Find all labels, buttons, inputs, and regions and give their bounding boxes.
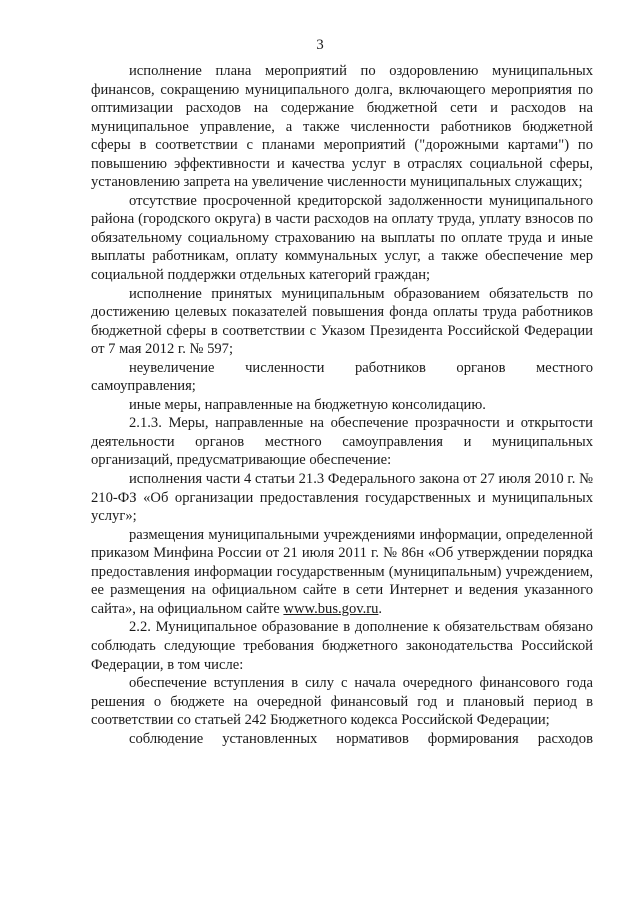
- paragraph-no-staff-increase: неувеличение численности работников органов местного самоуправления;: [91, 359, 593, 395]
- paragraph-municipal-finance-plan: исполнение плана мероприятий по оздоровлению муниципальных финансов, сокращению муниципального долга, включающего мероприятия по оптимизации расходов на содержание бюджетной сети и расходов на муниципальное управление, а также численности работников бюджетной сферы в соответствии с планами мероприятий ("дорожными картами") по повышению эффективности и качества услуг в отраслях социальной сферы, установлению запрета на увеличение численности муниципальных служащих;: [91, 63, 593, 191]
- link-suffix: .: [378, 600, 383, 617]
- paragraph-transparency-measures: 2.1.3. Меры, направленные на обеспечение прозрачности и открытости деятельности органов местного самоуправления и муниципальных организаций, предусматривающие обеспечение:: [91, 415, 593, 469]
- paragraph-other-measures: иные меры, направленные на бюджетную консолидацию.: [129, 396, 486, 413]
- bus-gov-link[interactable]: www.bus.gov.ru: [283, 600, 379, 617]
- page-number: 3: [316, 37, 324, 53]
- paragraph-info-publication: [91, 526, 593, 619]
- paragraph-budget-entry-into-force: обеспечение вступления в силу с начала очередного финансового года решения о бюджете на очередной финансовый год и плановый период в соответствии со статьей 242 Бюджетного кодекса Российской Федерации;: [91, 675, 593, 729]
- paragraph-no-overdue-debt: отсутствие просроченной кредиторской задолженности муниципального района (городского округа) в части расходов на оплату труда, уплату взносов по обязательному социальному страхованию на выплаты по оплате труда и иные выплаты работникам, оплату коммунальных услуг, а также обеспечение мер социальной поддержки отдельных категорий граждан;: [91, 192, 593, 284]
- paragraph-wage-targets: исполнение принятых муниципальным образованием обязательств по достижению целевых показателей повышения фонда оплаты труда работников бюджетной сферы в соответствии с Указом Президента Российской Федерации от 7 мая 2012 г. № 597;: [91, 285, 593, 358]
- paragraph-info-publication-text: размещения муниципальными учреждениями информации, определенной приказом Минфина России от 21 июля 2011 г. № 86н «Об утверждении порядка предоставления информации государственным (муниципальным) учреждением, ее размещения на официальном сайте в сети Интернет и ведения указанного сайта», на официальном сайте: [91, 526, 593, 617]
- paragraph-expenditure-norms: соблюдение установленных нормативов формирования расходов: [129, 730, 593, 747]
- document-body: [91, 62, 593, 748]
- paragraph-budget-requirements: 2.2. Муниципальное образование в дополнение к обязательствам обязано соблюдать следующие требования бюджетного законодательства Российской Федерации, в том числе:: [91, 619, 593, 673]
- paragraph-federal-law-210: исполнения части 4 статьи 21.3 Федерального закона от 27 июля 2010 г. № 210-ФЗ «Об организации предоставления государственных и муниципальных услуг»;: [91, 471, 593, 525]
